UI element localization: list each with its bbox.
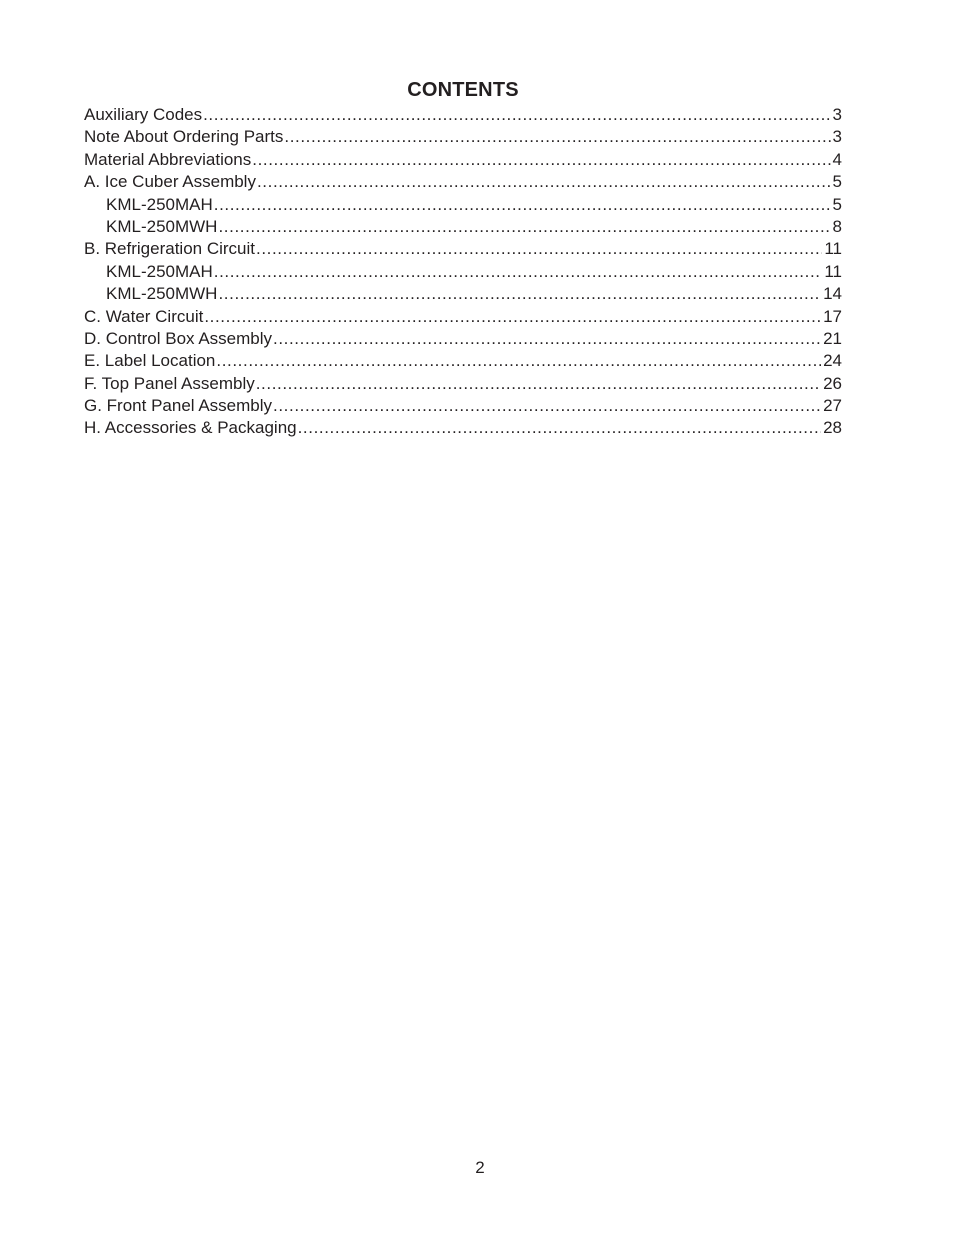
toc-entry-page: 21 bbox=[823, 328, 842, 348]
toc-entry-control-box-assembly[interactable] bbox=[84, 328, 842, 350]
toc-entry-label: G. Front Panel Assembly bbox=[84, 396, 273, 416]
toc-entry-label: B. Refrigeration Circuit bbox=[84, 239, 256, 259]
toc-dot-leader bbox=[257, 171, 831, 193]
toc-entry-page: 3 bbox=[832, 127, 842, 147]
toc-dot-leader bbox=[256, 373, 821, 395]
toc-dot-leader bbox=[214, 194, 831, 216]
page-number: 2 bbox=[475, 1158, 485, 1177]
toc-entry-label: KML-250MAH bbox=[106, 261, 213, 281]
toc-entry-label-location[interactable] bbox=[84, 350, 842, 372]
toc-dot-leader bbox=[204, 306, 821, 328]
toc-entry-label: Note About Ordering Parts bbox=[84, 127, 284, 147]
toc-dot-leader bbox=[256, 238, 822, 260]
toc-entry-page: 3 bbox=[832, 105, 842, 124]
toc-entry-page: 28 bbox=[823, 418, 842, 438]
toc-dot-leader bbox=[216, 350, 821, 372]
table-of-contents bbox=[84, 104, 842, 440]
toc-entry-top-panel-assembly[interactable] bbox=[84, 373, 842, 395]
toc-entry-material-abbreviations[interactable] bbox=[84, 149, 842, 171]
toc-entry-page: 17 bbox=[823, 306, 842, 326]
toc-dot-leader bbox=[273, 395, 821, 417]
toc-entry-front-panel-assembly[interactable] bbox=[84, 395, 842, 417]
toc-entry-label: C. Water Circuit bbox=[84, 306, 204, 326]
toc-entry-ice-cuber-assembly[interactable] bbox=[84, 171, 842, 193]
toc-dot-leader bbox=[218, 283, 821, 305]
toc-entry-label: KML-250MWH bbox=[106, 284, 218, 304]
toc-subentry-ice-cuber-kml-250mah[interactable] bbox=[84, 194, 842, 216]
toc-entry-refrigeration-circuit[interactable] bbox=[84, 238, 842, 260]
toc-entry-water-circuit[interactable] bbox=[84, 306, 842, 328]
toc-subentry-refrigeration-kml-250mah[interactable] bbox=[84, 261, 842, 283]
toc-entry-label: Auxiliary Codes bbox=[84, 105, 203, 124]
toc-entry-label: D. Control Box Assembly bbox=[84, 328, 273, 348]
toc-dot-leader bbox=[218, 216, 830, 238]
toc-subentry-refrigeration-kml-250mwh[interactable] bbox=[84, 283, 842, 305]
toc-dot-leader bbox=[203, 104, 830, 126]
toc-dot-leader bbox=[252, 149, 830, 171]
toc-entry-label: A. Ice Cuber Assembly bbox=[84, 172, 256, 192]
toc-entry-page: 27 bbox=[823, 396, 842, 416]
toc-dot-leader bbox=[298, 417, 821, 439]
toc-entry-label: E. Label Location bbox=[84, 351, 216, 371]
toc-entry-label: H. Accessories & Packaging bbox=[84, 418, 297, 438]
toc-dot-leader bbox=[284, 126, 830, 148]
toc-entry-page: 26 bbox=[823, 373, 842, 393]
toc-entry-label: F. Top Panel Assembly bbox=[84, 373, 255, 393]
toc-entry-label: KML-250MAH bbox=[106, 194, 213, 214]
toc-dot-leader bbox=[273, 328, 821, 350]
toc-entry-note-about-ordering-parts[interactable] bbox=[84, 126, 842, 148]
toc-entry-auxiliary-codes[interactable] bbox=[84, 104, 842, 126]
toc-entry-page: 14 bbox=[823, 284, 842, 304]
toc-entry-page: 8 bbox=[832, 216, 842, 236]
toc-entry-accessories-packaging[interactable] bbox=[84, 417, 842, 439]
toc-dot-leader bbox=[214, 261, 823, 283]
toc-entry-page: 24 bbox=[823, 351, 842, 371]
toc-entry-page: 5 bbox=[832, 194, 842, 214]
toc-subentry-ice-cuber-kml-250mwh[interactable] bbox=[84, 216, 842, 238]
toc-entry-label: Material Abbreviations bbox=[84, 149, 252, 169]
toc-entry-page: 4 bbox=[832, 149, 842, 169]
toc-entry-label: KML-250MWH bbox=[106, 216, 218, 236]
toc-entry-page: 5 bbox=[832, 172, 842, 192]
toc-entry-page: 11 bbox=[824, 261, 842, 281]
page-title: CONTENTS bbox=[407, 79, 519, 101]
toc-entry-page: 11 bbox=[824, 239, 842, 259]
